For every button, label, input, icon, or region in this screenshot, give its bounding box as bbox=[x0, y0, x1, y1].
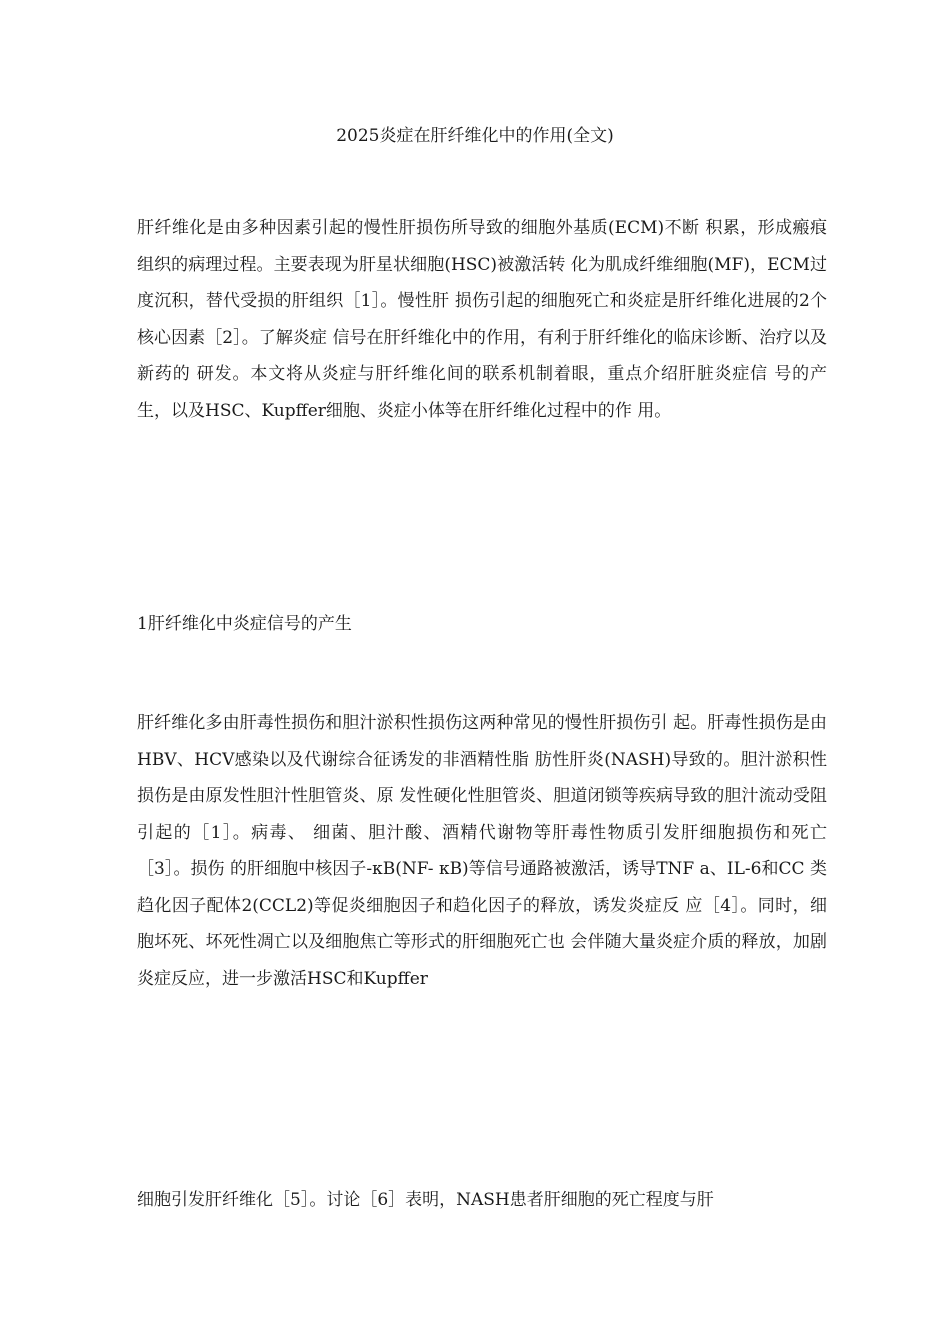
paragraph-section-1: 肝纤维化多由肝毒性损伤和胆汁淤积性损伤这两种常见的慢性肝损伤引 起。肝毒性损伤是由HBV、HCV感染以及代谢综合征诱发的非酒精性脂 肪性肝炎(NASH)导致的。胆汁淤积性损伤是由原发性胆汁性胆管炎、原 发性硬化性胆管炎、胆道闭锁等疾病导致的胆汁流动受阻引起的［1］。病毒、 细菌、胆汁酸、酒精代谢物等肝毒性物质引发肝细胞损伤和死亡［3］。损伤 的肝细胞中核因子-κB(NF- κB)等信号通路被激活，诱导TNF a、IL-6和CC 类趋化因子配体2(CCL2)等促炎细胞因子和趋化因子的释放，诱发炎症反 应［4］。同时，细胞坏死、坏死性凋亡以及细胞焦亡等形式的肝细胞死亡也 会伴随大量炎症介质的释放，加剧炎症反应，进一步激活HSC和Kupffer bbox=[137, 713, 827, 989]
document-title: 2025炎症在肝纤维化中的作用(全文) bbox=[336, 126, 614, 146]
paragraph-intro: 肝纤维化是由多种因素引起的慢性肝损伤所导致的细胞外基质(ECM)不断 积累，形成瘢痕组织的病理过程。主要表现为肝星状细胞(HSC)被激活转 化为肌成纤维细胞(MF)，ECM过度沉积，替代受损的肝组织［1］。慢性肝 损伤引起的细胞死亡和炎症是肝纤维化进展的2个核心因素［2］。了解炎症 信号在肝纤维化中的作用，有利于肝纤维化的临床诊断、治疗以及新药的 研发。本文将从炎症与肝纤维化间的联系机制着眼，重点介绍肝脏炎症信 号的产生，以及HSC、Kupffer细胞、炎症小体等在肝纤维化过程中的作 用。 bbox=[137, 218, 827, 421]
section-heading: 1肝纤维化中炎症信号的产生 bbox=[137, 614, 352, 634]
paragraph-continued: 细胞引发肝纤维化［5］。讨论［6］表明，NASH患者肝细胞的死亡程度与肝 bbox=[137, 1190, 714, 1210]
